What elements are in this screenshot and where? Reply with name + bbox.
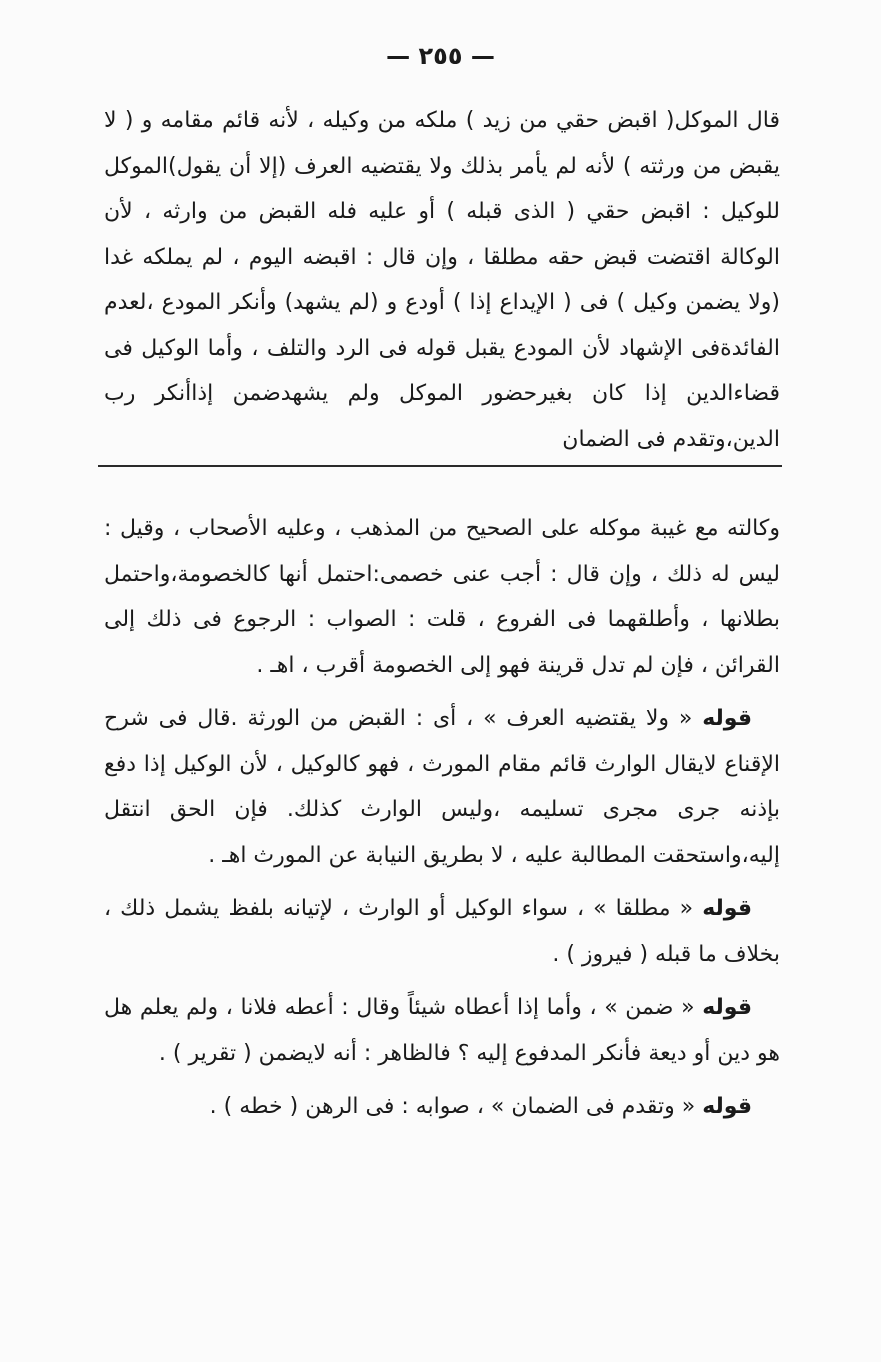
qawl-label: قوله xyxy=(702,706,752,731)
footnote-text: وكالته مع غيبة موكله على الصحيح من المذهب ، وعليه الأصحاب ، وقيل : ليس له ذلك ، وإن قال : أجب عنى خصمى:احتمل أنها كالخصومة،واحتمل بطلانها ، وأطلقهما فى الفروع ، قلت : الصواب : الرجوع فى ذلك إلى القرائن ، فإن لم تدل قرينة فهو إلى الخصومة أقرب ، اهـ . xyxy=(104,516,780,678)
qawl-label: قوله xyxy=(702,995,752,1020)
page-number: — ٢٥٥ — xyxy=(386,42,495,70)
footnote-paragraph xyxy=(104,1084,780,1130)
main-text-block: قال الموكل( اقبض حقي من زيد ) ملكه من وكيله ، لأنه قائم مقامه و ( لا يقبض من ورثته ) لأنه لم يأمر بذلك ولا يقتضيه العرف (إلا أن يقول)الموكل للوكيل : اقبض حقي ( الذى قبله ) أو عليه فله القبض من وارثه ، لأن الوكالة اقتضت قبض حقه مطلقا ، وإن قال : اقبضه اليوم ، لم يملكه غدا (ولا يضمن وكيل ) فى ( الإيداع إذا ) أودع و (لم يشهد) وأنكر المودع ،لعدم الفائدةفى الإشهاد لأن المودع يقبل قوله فى الرد والتلف ، وأما الوكيل فى قضاءالدين إذا كان بغيرحضور الموكل ولم يشهدضمن إذاأنكر رب الدين،وتقدم فى الضمان xyxy=(104,108,780,452)
footnote-paragraph xyxy=(104,696,780,878)
footnote-paragraph xyxy=(104,886,780,977)
footnote-text: « ولا يقتضيه العرف » ، أى : القبض من الورثة .قال فى شرح الإقناع لايقال الوارث قائم مقام المورث ، فهو كالوكيل ، لأن الوكيل إذا دفع بإذنه جرى مجرى تسليمه ،وليس الوارث كذلك. فإن الحق انتقل إليه،واستحقت المطالبة عليه ، لا بطريق النيابة عن المورث اهـ . xyxy=(104,706,780,868)
footnote-text: « مطلقا » ، سواء الوكيل أو الوارث ، لإتيانه بلفظ يشمل ذلك ، بخلاف ما قبله ( فيروز ) . xyxy=(104,896,780,967)
footnote-text: « وتقدم فى الضمان » ، صوابه : فى الرهن ( خطه ) . xyxy=(209,1094,696,1119)
footnote-separator xyxy=(98,465,782,467)
footnote-text: « ضمن » ، وأما إذا أعطاه شيئاً وقال : أعطه فلانا ، ولم يعلم هل هو دين أو ديعة فأنكر المدفوع إليه ؟ فالظاهر : أنه لايضمن ( تقرير ) . xyxy=(104,995,780,1066)
footnotes-block xyxy=(104,506,780,1138)
qawl-label: قوله xyxy=(702,1094,752,1119)
footnote-paragraph xyxy=(104,985,780,1076)
footnote-paragraph xyxy=(104,506,780,688)
qawl-label: قوله xyxy=(702,896,753,921)
